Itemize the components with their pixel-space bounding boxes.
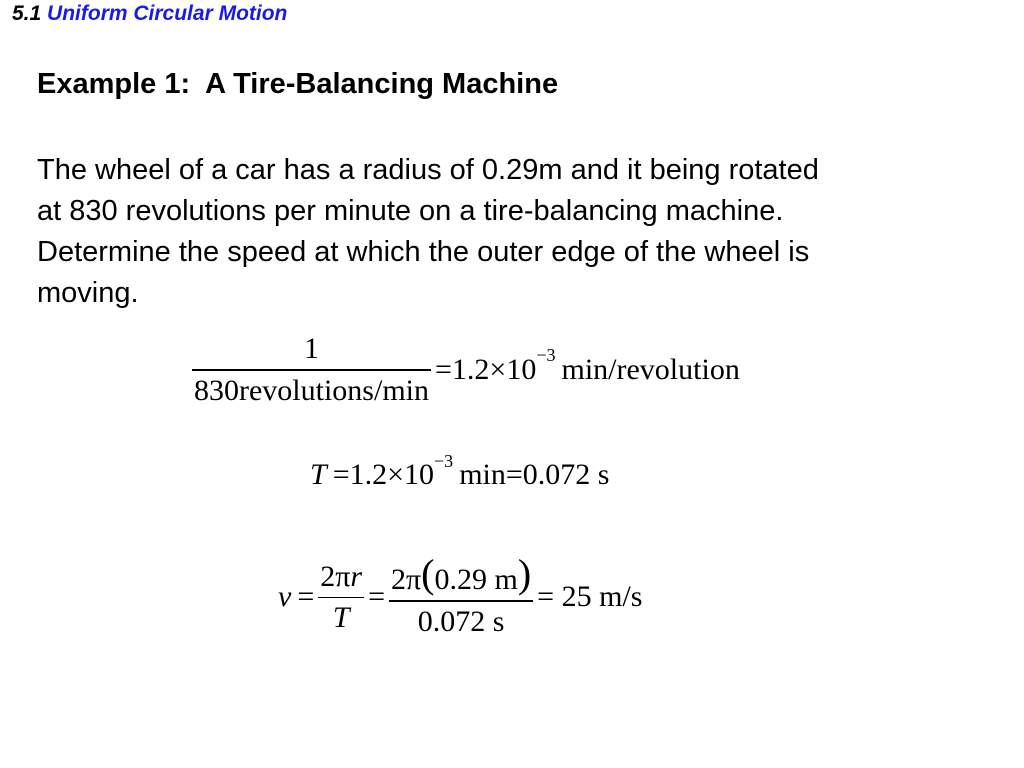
two-pi: 2π bbox=[391, 563, 422, 596]
mid-unit: min bbox=[459, 458, 506, 491]
example-title: Example 1: A Tire-Balancing Machine bbox=[37, 68, 559, 100]
speed-result: = 25 m/s bbox=[537, 580, 643, 614]
radius-symbol: r bbox=[350, 559, 363, 593]
section-number: 5.1 bbox=[12, 2, 42, 25]
equation-period-per-rev bbox=[188, 332, 740, 408]
period-result: =0.072 s bbox=[505, 458, 610, 491]
right-paren: ) bbox=[517, 551, 532, 596]
problem-line: The wheel of a car has a radius of 0.29m and it being rotated bbox=[37, 154, 819, 186]
rhs-unit: min/revolution bbox=[561, 352, 740, 386]
problem-line: moving. bbox=[37, 277, 139, 309]
fraction-denominator: 830revolutions/min bbox=[194, 373, 429, 407]
speed-symbol: v bbox=[278, 580, 292, 614]
fraction-denominator: T bbox=[332, 601, 350, 634]
equation-period bbox=[310, 450, 610, 492]
mid-mantissa: =1.2×10 bbox=[332, 458, 435, 491]
period-symbol: T bbox=[310, 458, 327, 491]
problem-statement bbox=[37, 150, 997, 314]
fraction bbox=[389, 551, 533, 639]
rhs-mantissa: =1.2×10 bbox=[435, 352, 537, 386]
radius-value: 0.29 m bbox=[434, 563, 518, 596]
equals-sign: = bbox=[368, 580, 386, 614]
left-paren: ( bbox=[421, 551, 435, 596]
section-title: Uniform Circular Motion bbox=[47, 2, 288, 25]
fraction bbox=[318, 560, 364, 636]
section-header bbox=[12, 2, 287, 26]
fraction-numerator: 1 bbox=[304, 332, 319, 365]
equation-speed bbox=[278, 551, 643, 639]
fraction-denominator: 0.072 s bbox=[417, 604, 505, 638]
fraction-numerator bbox=[318, 560, 364, 597]
problem-line: Determine the speed at which the outer edge of the wheel is bbox=[37, 236, 810, 268]
problem-line: at 830 revolutions per minute on a tire-balancing machine. bbox=[37, 195, 784, 227]
rhs-exponent: −3 bbox=[536, 345, 556, 366]
mid-exponent: −3 bbox=[434, 450, 454, 471]
equals-sign: = bbox=[297, 580, 315, 614]
fraction-numerator bbox=[389, 551, 533, 600]
two-pi: 2π bbox=[320, 559, 351, 593]
fraction bbox=[192, 332, 431, 408]
